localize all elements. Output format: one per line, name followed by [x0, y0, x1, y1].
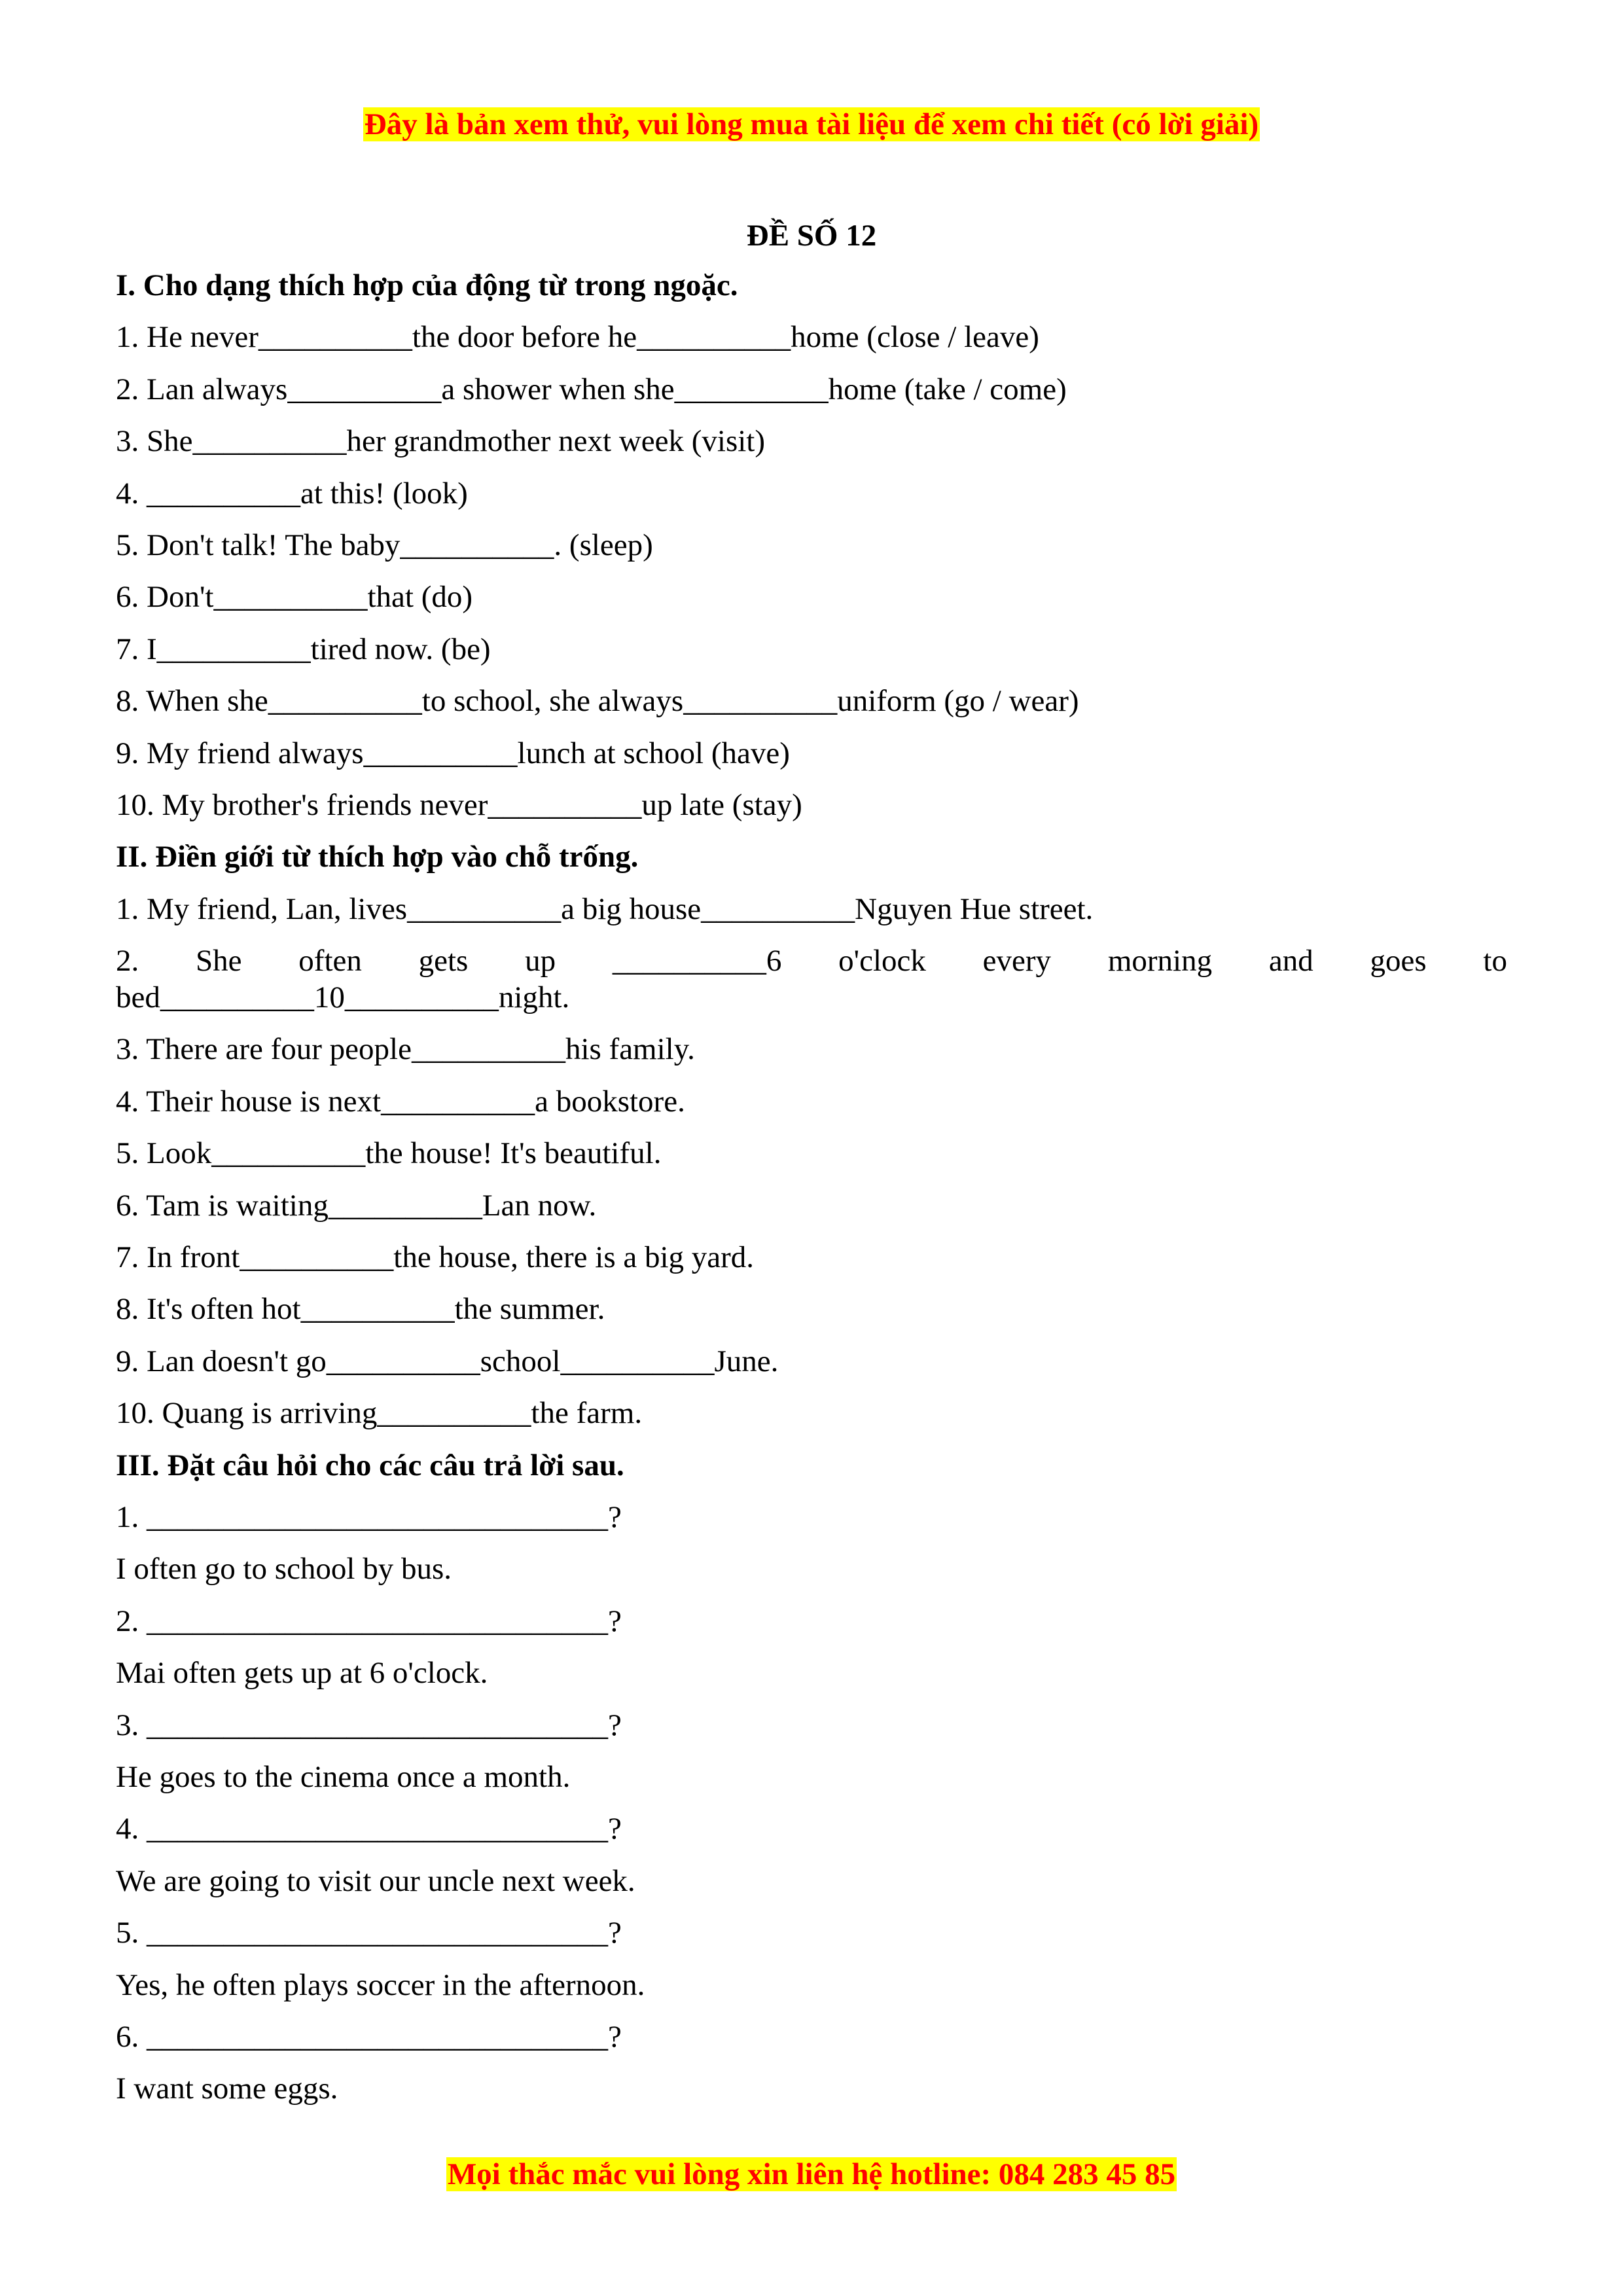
section-3-question-blank: 2. ______________________________?: [116, 1604, 622, 1638]
section-1-item: 7. I__________tired now. (be): [116, 632, 491, 666]
section-2-item: 10. Quang is arriving__________the farm.: [116, 1396, 643, 1431]
section-2-item: 9. Lan doesn't go__________school__________June.: [116, 1344, 779, 1378]
section-2-item: 4. Their house is next__________a bookstore.: [116, 1084, 685, 1119]
section-3-answer: We are going to visit our uncle next week.: [116, 1863, 635, 1898]
section-1-item: 10. My brother's friends never__________up late (stay): [116, 787, 802, 822]
section-1-item: 6. Don't__________that (do): [116, 580, 473, 615]
section-3-heading: III. Đặt câu hỏi cho các câu trả lời sau.: [116, 1448, 624, 1482]
section-3-answer: He goes to the cinema once a month.: [116, 1759, 571, 1794]
section-2-item: 8. It's often hot__________the summer.: [116, 1292, 605, 1327]
hotline-notice: [0, 2156, 1623, 2193]
hotline-notice-text: Mọi thắc mắc vui lòng xin liên hệ hotline: 084 283 45 85: [447, 2157, 1176, 2191]
section-3-question-blank: 3. ______________________________?: [116, 1708, 622, 1742]
section-3-answer: Mai often gets up at 6 o'clock.: [116, 1656, 488, 1691]
section-1-item: 1. He never__________the door before he__________home (close / leave): [116, 320, 1039, 355]
section-1-item: 8. When she__________to school, she always__________uniform (go / wear): [116, 684, 1079, 719]
section-3-answer: I want some eggs.: [116, 2072, 338, 2106]
section-2-item: 6. Tam is waiting__________Lan now.: [116, 1188, 597, 1223]
section-1-heading: I. Cho dạng thích hợp của động từ trong ngoặc.: [116, 268, 738, 302]
preview-notice: [0, 106, 1623, 143]
section-3-answer: Yes, he often plays soccer in the afternoon.: [116, 1967, 645, 2002]
exercise-content: [116, 267, 1507, 2123]
section-2-item: 3. There are four people__________his family.: [116, 1032, 695, 1067]
preview-notice-text: Đây là bản xem thử, vui lòng mua tài liệu để xem chi tiết (có lời giải): [364, 107, 1259, 141]
section-3-question-blank: 5. ______________________________?: [116, 1916, 622, 1950]
section-2-heading: II. Điền giới từ thích hợp vào chỗ trống.: [116, 840, 639, 874]
section-2-item: 1. My friend, Lan, lives__________a big house__________Nguyen Hue street.: [116, 891, 1094, 926]
section-2-item: 7. In front__________the house, there is a big yard.: [116, 1240, 755, 1275]
section-1-item: 5. Don't talk! The baby__________. (sleep): [116, 528, 653, 562]
section-1-item: 4. __________at this! (look): [116, 476, 468, 511]
section-3-question-blank: 6. ______________________________?: [116, 2019, 622, 2054]
section-3-answer: I often go to school by bus.: [116, 1552, 452, 1587]
exam-title: ĐỀ SỐ 12: [746, 219, 877, 253]
section-3-question-blank: 1. ______________________________?: [116, 1499, 622, 1534]
section-1-item: 3. She__________her grandmother next week (visit): [116, 424, 766, 459]
section-1-item: 9. My friend always__________lunch at school (have): [116, 736, 790, 770]
section-2-item-2-line-2: bed__________10__________night.: [116, 980, 570, 1015]
section-1-item: 2. Lan always__________a shower when she__________home (take / come): [116, 372, 1067, 406]
section-2-item: 5. Look__________the house! It's beautiful.: [116, 1136, 662, 1171]
section-3-question-blank: 4. ______________________________?: [116, 1812, 622, 1846]
section-2-item-2-line-1: 2. She often gets up __________6 o'clock every morning and goes to: [116, 944, 1507, 978]
